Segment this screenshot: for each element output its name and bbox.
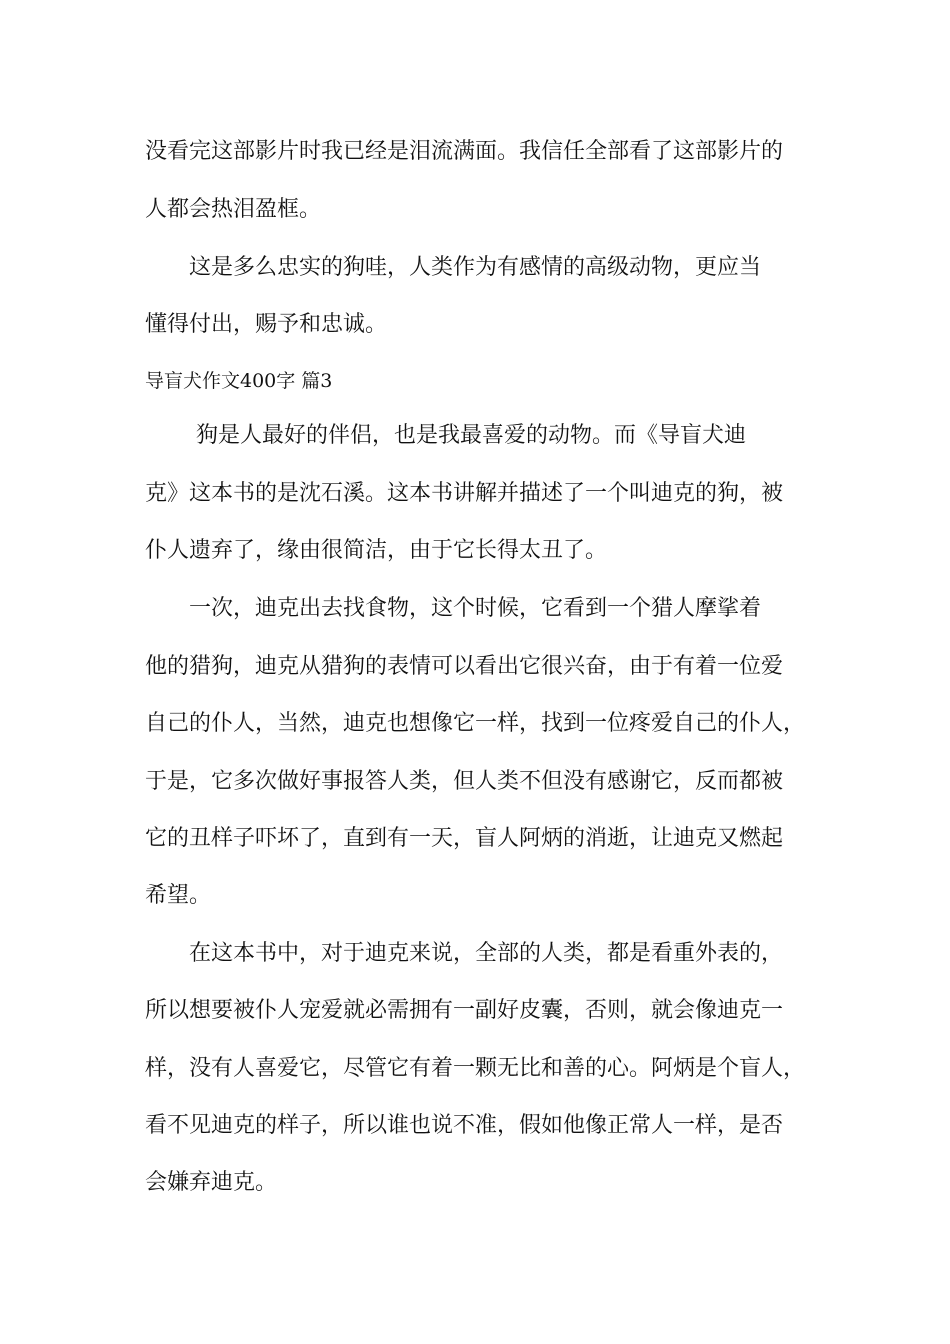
body-text-line: 他的猎狗，迪克从猎狗的表情可以看出它很兴奋，由于有着一位爱 <box>145 654 784 679</box>
body-text-line: 没看完这部影片时我已经是泪流满面。我信任全部看了这部影片的 <box>145 139 784 164</box>
body-text-line: 所以想要被仆人宠爱就必需拥有一副好皮囊，否则，就会像迪克一 <box>145 998 784 1023</box>
body-text-line: 样，没有人喜爱它，尽管它有着一颗无比和善的心。阿炳是个盲人， <box>145 1056 806 1081</box>
body-text-line: 自己的仆人，当然，迪克也想像它一样，找到一位疼爱自己的仆人， <box>145 711 806 736</box>
body-text-line: 仆人遗弃了，缘由很简洁，由于它长得太丑了。 <box>145 538 608 563</box>
body-text-line: 狗是人最好的伴侣，也是我最喜爱的动物。而《导盲犬迪 <box>145 423 746 448</box>
body-text-line: 于是，它多次做好事报答人类，但人类不但没有感谢它，反而都被 <box>145 769 784 794</box>
body-text-line: 会嫌弃迪克。 <box>145 1170 278 1195</box>
body-text-line: 这是多么忠实的狗哇，人类作为有感情的高级动物，更应当 <box>145 255 762 280</box>
body-text-line: 人都会热泪盈框。 <box>145 197 322 222</box>
body-text-line: 在这本书中，对于迪克来说，全部的人类，都是看重外表的， <box>145 941 784 966</box>
section-heading: 导盲犬作文400字 篇3 <box>145 370 333 392</box>
body-text-line: 它的丑样子吓坏了，直到有一天，盲人阿炳的消逝，让迪克又燃起 <box>145 826 784 851</box>
body-text-line: 克》这本书的是沈石溪。这本书讲解并描述了一个叫迪克的狗，被 <box>145 481 784 506</box>
body-text-line: 懂得付出，赐予和忠诚。 <box>145 312 388 337</box>
body-text-line: 希望。 <box>145 883 212 908</box>
body-text-line: 一次，迪克出去找食物，这个时候，它看到一个猎人摩挲着 <box>145 596 762 621</box>
body-text-line: 看不见迪克的样子，所以谁也说不准，假如他像正常人一样，是否 <box>145 1113 784 1138</box>
